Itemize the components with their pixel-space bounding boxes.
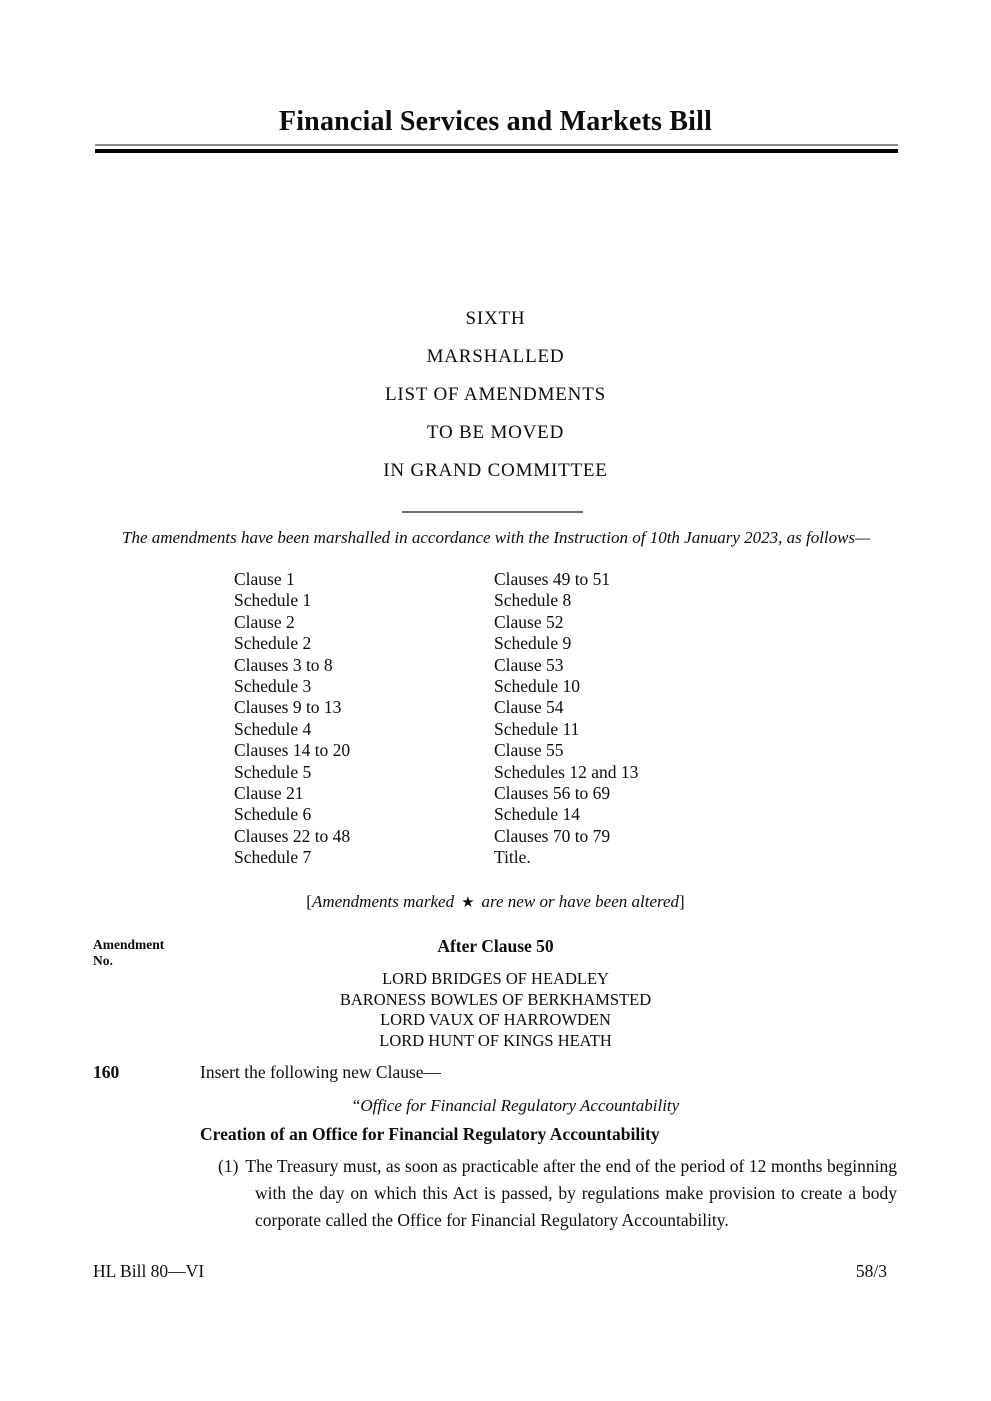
heading-line-ordinal: SIXTH [465,308,526,329]
clause-order-item: Clause 54 [494,697,564,718]
clause-order-item: Clause 53 [494,654,564,675]
title-rule-thick [95,149,898,153]
marshalled-list-heading [0,300,991,490]
clause-order-item: Clauses 49 to 51 [494,569,611,589]
sponsor-name: LORD HUNT OF KINGS HEATH [379,1031,612,1051]
bracket-close: ] [679,892,685,911]
subsection-number: (1) [218,1156,239,1176]
footer-page-reference: 58/3 [855,1261,887,1281]
heading-line-committee: IN GRAND COMMITTEE [383,460,608,481]
bill-title: Financial Services and Markets Bill [278,106,713,137]
amendment-number-column-label: Amendment No. [93,937,165,968]
star-note-text-after: are new or have been altered [481,892,680,911]
clause-order-item: Schedule 5 [234,761,312,782]
amendment-number: 160 [93,1062,120,1082]
clause-order-item: Schedule 3 [234,676,312,697]
clause-order-item: Clauses 9 to 13 [234,697,342,718]
star-note-text-before: Amendments marked [311,892,455,911]
star-legend-note [0,892,991,912]
clause-order-right-column [494,569,638,869]
bracket-open: [ [306,892,312,911]
clause-order-item: Schedule 10 [494,676,581,697]
heading-line-moved: TO BE MOVED [426,422,565,443]
clause-order-item: Clauses 56 to 69 [494,783,611,804]
clause-order-item: Clause 52 [494,611,564,632]
clause-order-item: Clauses 22 to 48 [234,825,351,846]
sponsor-name: BARONESS BOWLES OF BERKHAMSTED [339,989,652,1009]
clause-order-item: Schedule 2 [234,633,312,654]
clause-order-left-column [234,569,350,869]
clause-order-item: Schedules 12 and 13 [494,761,639,782]
opening-quote: “ [352,1096,361,1115]
clause-order-item: Schedule 7 [234,847,312,868]
heading-line-marshalled: MARSHALLED [426,346,565,367]
footer-bill-reference: HL Bill 80—VI [93,1261,205,1281]
clause-order-item: Schedule 6 [234,804,312,825]
star-icon: ★ [461,893,475,911]
clause-order-item: Schedule 9 [494,633,572,654]
clause-order-item: Clause 1 [234,569,295,589]
clause-order-item: Clauses 3 to 8 [234,654,333,675]
sponsor-name: LORD BRIDGES OF HEADLEY [382,969,609,988]
clause-order-item: Schedule 1 [234,590,312,611]
marshalling-note: The amendments have been marshalled in accordance with the Instruction of 10th January 2023, as follows— [122,528,871,547]
subsection-text: The Treasury must, as soon as practicable after the end of the period of 12 months beginning with the day on which this Act is passed, by regulations make provision to create a body corporate called the Office for Financial Regulatory Accountability. [245,1156,897,1230]
place-heading-after-clause-50: After Clause 50 [437,936,554,956]
clause-order-item: Title. [494,847,531,868]
title-rule-thin [95,144,898,146]
sponsor-name: LORD VAUX OF HARROWDEN [380,1010,611,1030]
amendment-instruction: Insert the following new Clause— [200,1062,442,1082]
clause-order-item: Schedule 8 [494,590,572,611]
clause-order-item: Clauses 14 to 20 [234,740,351,761]
clause-subsection-1 [218,1153,897,1233]
clause-order-item: Schedule 11 [494,718,580,739]
heading-line-list: LIST OF AMENDMENTS [385,384,606,405]
new-clause-heading: Creation of an Office for Financial Regulatory Accountability [200,1124,660,1144]
clause-order-item: Schedule 14 [494,804,581,825]
clause-order-item: Schedule 4 [234,718,312,739]
clause-order-item: Clauses 70 to 79 [494,825,611,846]
new-clause-italic-title: “Office for Financial Regulatory Accountability [352,1096,680,1115]
section-divider-rule [402,511,583,513]
amendment-sponsors [0,969,991,1052]
clause-order-item: Clause 21 [234,783,304,804]
clause-order-item: Clause 2 [234,611,295,632]
clause-order-item: Clause 55 [494,740,564,761]
